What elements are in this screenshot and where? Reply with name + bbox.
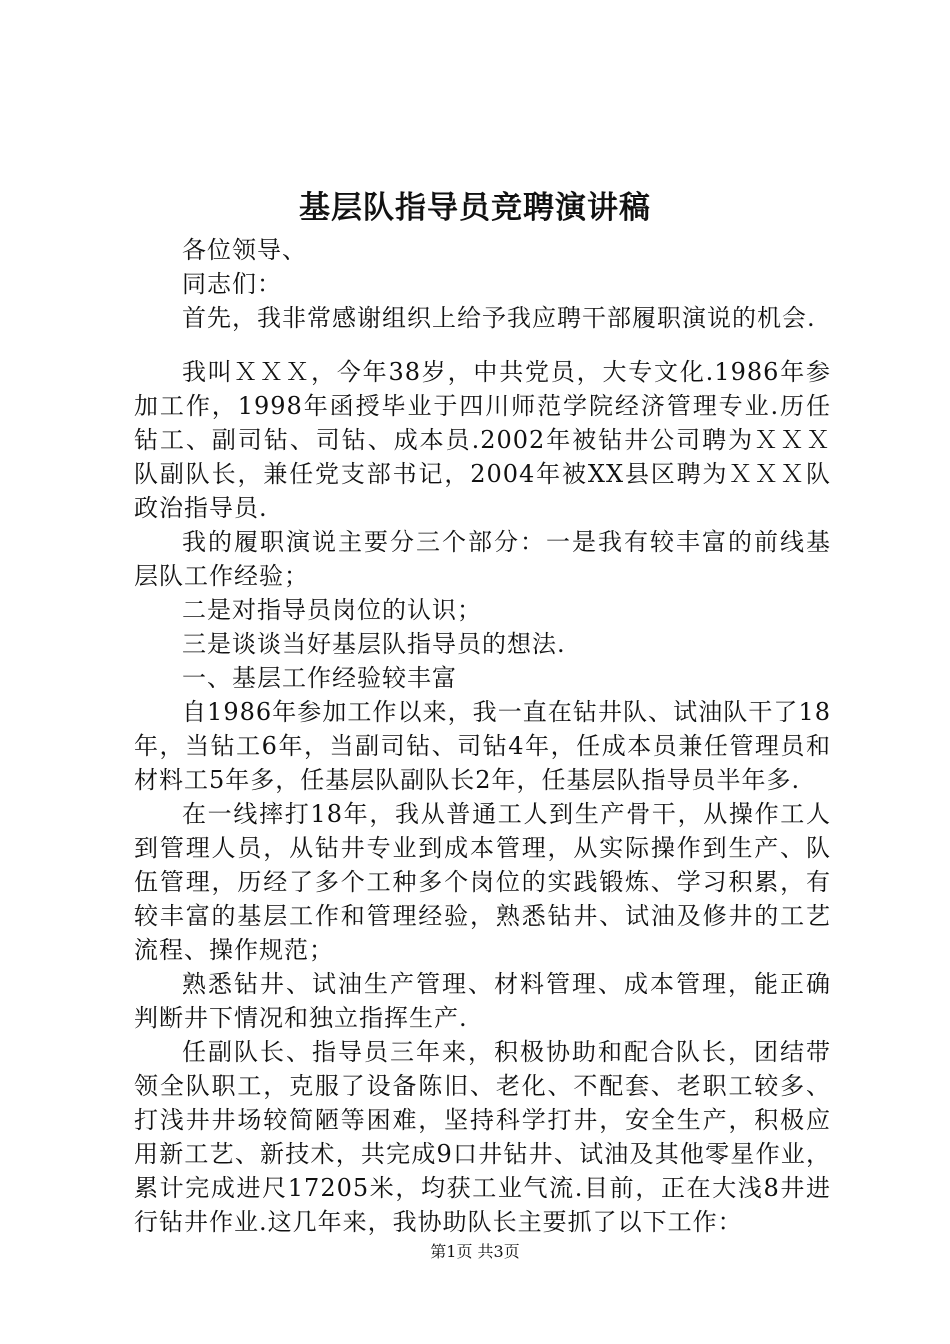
section-heading-1: 一、基层工作经验较丰富: [182, 664, 457, 692]
paragraph-salutation-1: 各位领导、: [182, 236, 307, 264]
paragraph-outline-part-3: 三是谈谈当好基层队指导员的想法.: [182, 630, 566, 658]
paragraph-achievements: 任副队长、指导员三年来，积极协助和配合队长，团结带领全队职工，克服了设备陈旧、老化、不配套、老职工较多、打浅井井场较简陋等困难，坚持科学打井，安全生产，积极应用新工艺、新技术，共完成9口井钻井、试油及其他零星作业，累计完成进尺17205米，均获工业气流.目前，正在大浅8井进行钻井作业.这几年来，我协助队长主要抓了以下工作：: [134, 1038, 831, 1236]
paragraph-management: 熟悉钻井、试油生产管理、材料管理、成本管理，能正确判断井下情况和独立指挥生产.: [134, 970, 831, 1032]
paragraph-outline: 我的履职演说主要分三个部分：一是我有较丰富的前线基层队工作经验；: [134, 528, 831, 590]
paragraph-experience: 自1986年参加工作以来，我一直在钻井队、试油队干了18年，当钻工6年，当副司钻、司钻4年，任成本员兼任管理员和材料工5年多，任基层队副队长2年，任基层队指导员半年多.: [134, 698, 831, 794]
paragraph-opening: 首先，我非常感谢组织上给予我应聘干部履职演说的机会.: [182, 304, 816, 332]
paragraph-salutation-2: 同志们：: [182, 270, 282, 298]
document-body: [134, 233, 831, 1239]
page-number: 第1页 共3页: [430, 1242, 520, 1261]
paragraph-frontline: 在一线摔打18年，我从普通工人到生产骨干，从操作工人到管理人员，从钻井专业到成本管理，从实际操作到生产、队伍管理，历经了多个工种多个岗位的实践锻炼、学习积累，有较丰富的基层工作和管理经验，熟悉钻井、试油及修井的工艺流程、操作规范；: [134, 800, 831, 964]
paragraph-outline-part-2: 二是对指导员岗位的认识；: [182, 596, 482, 624]
paragraph-introduction: 我叫ＸＸＸ，今年38岁，中共党员，大专文化.1986年参加工作，1998年函授毕业于四川师范学院经济管理专业.历任钻工、副司钻、司钻、成本员.2002年被钻井公司聘为ＸＸＸ队副队长，兼任党支部书记，2004年被XX县区聘为ＸＸＸ队政治指导员.: [134, 358, 831, 522]
document-title: 基层队指导员竞聘演讲稿: [299, 190, 651, 226]
